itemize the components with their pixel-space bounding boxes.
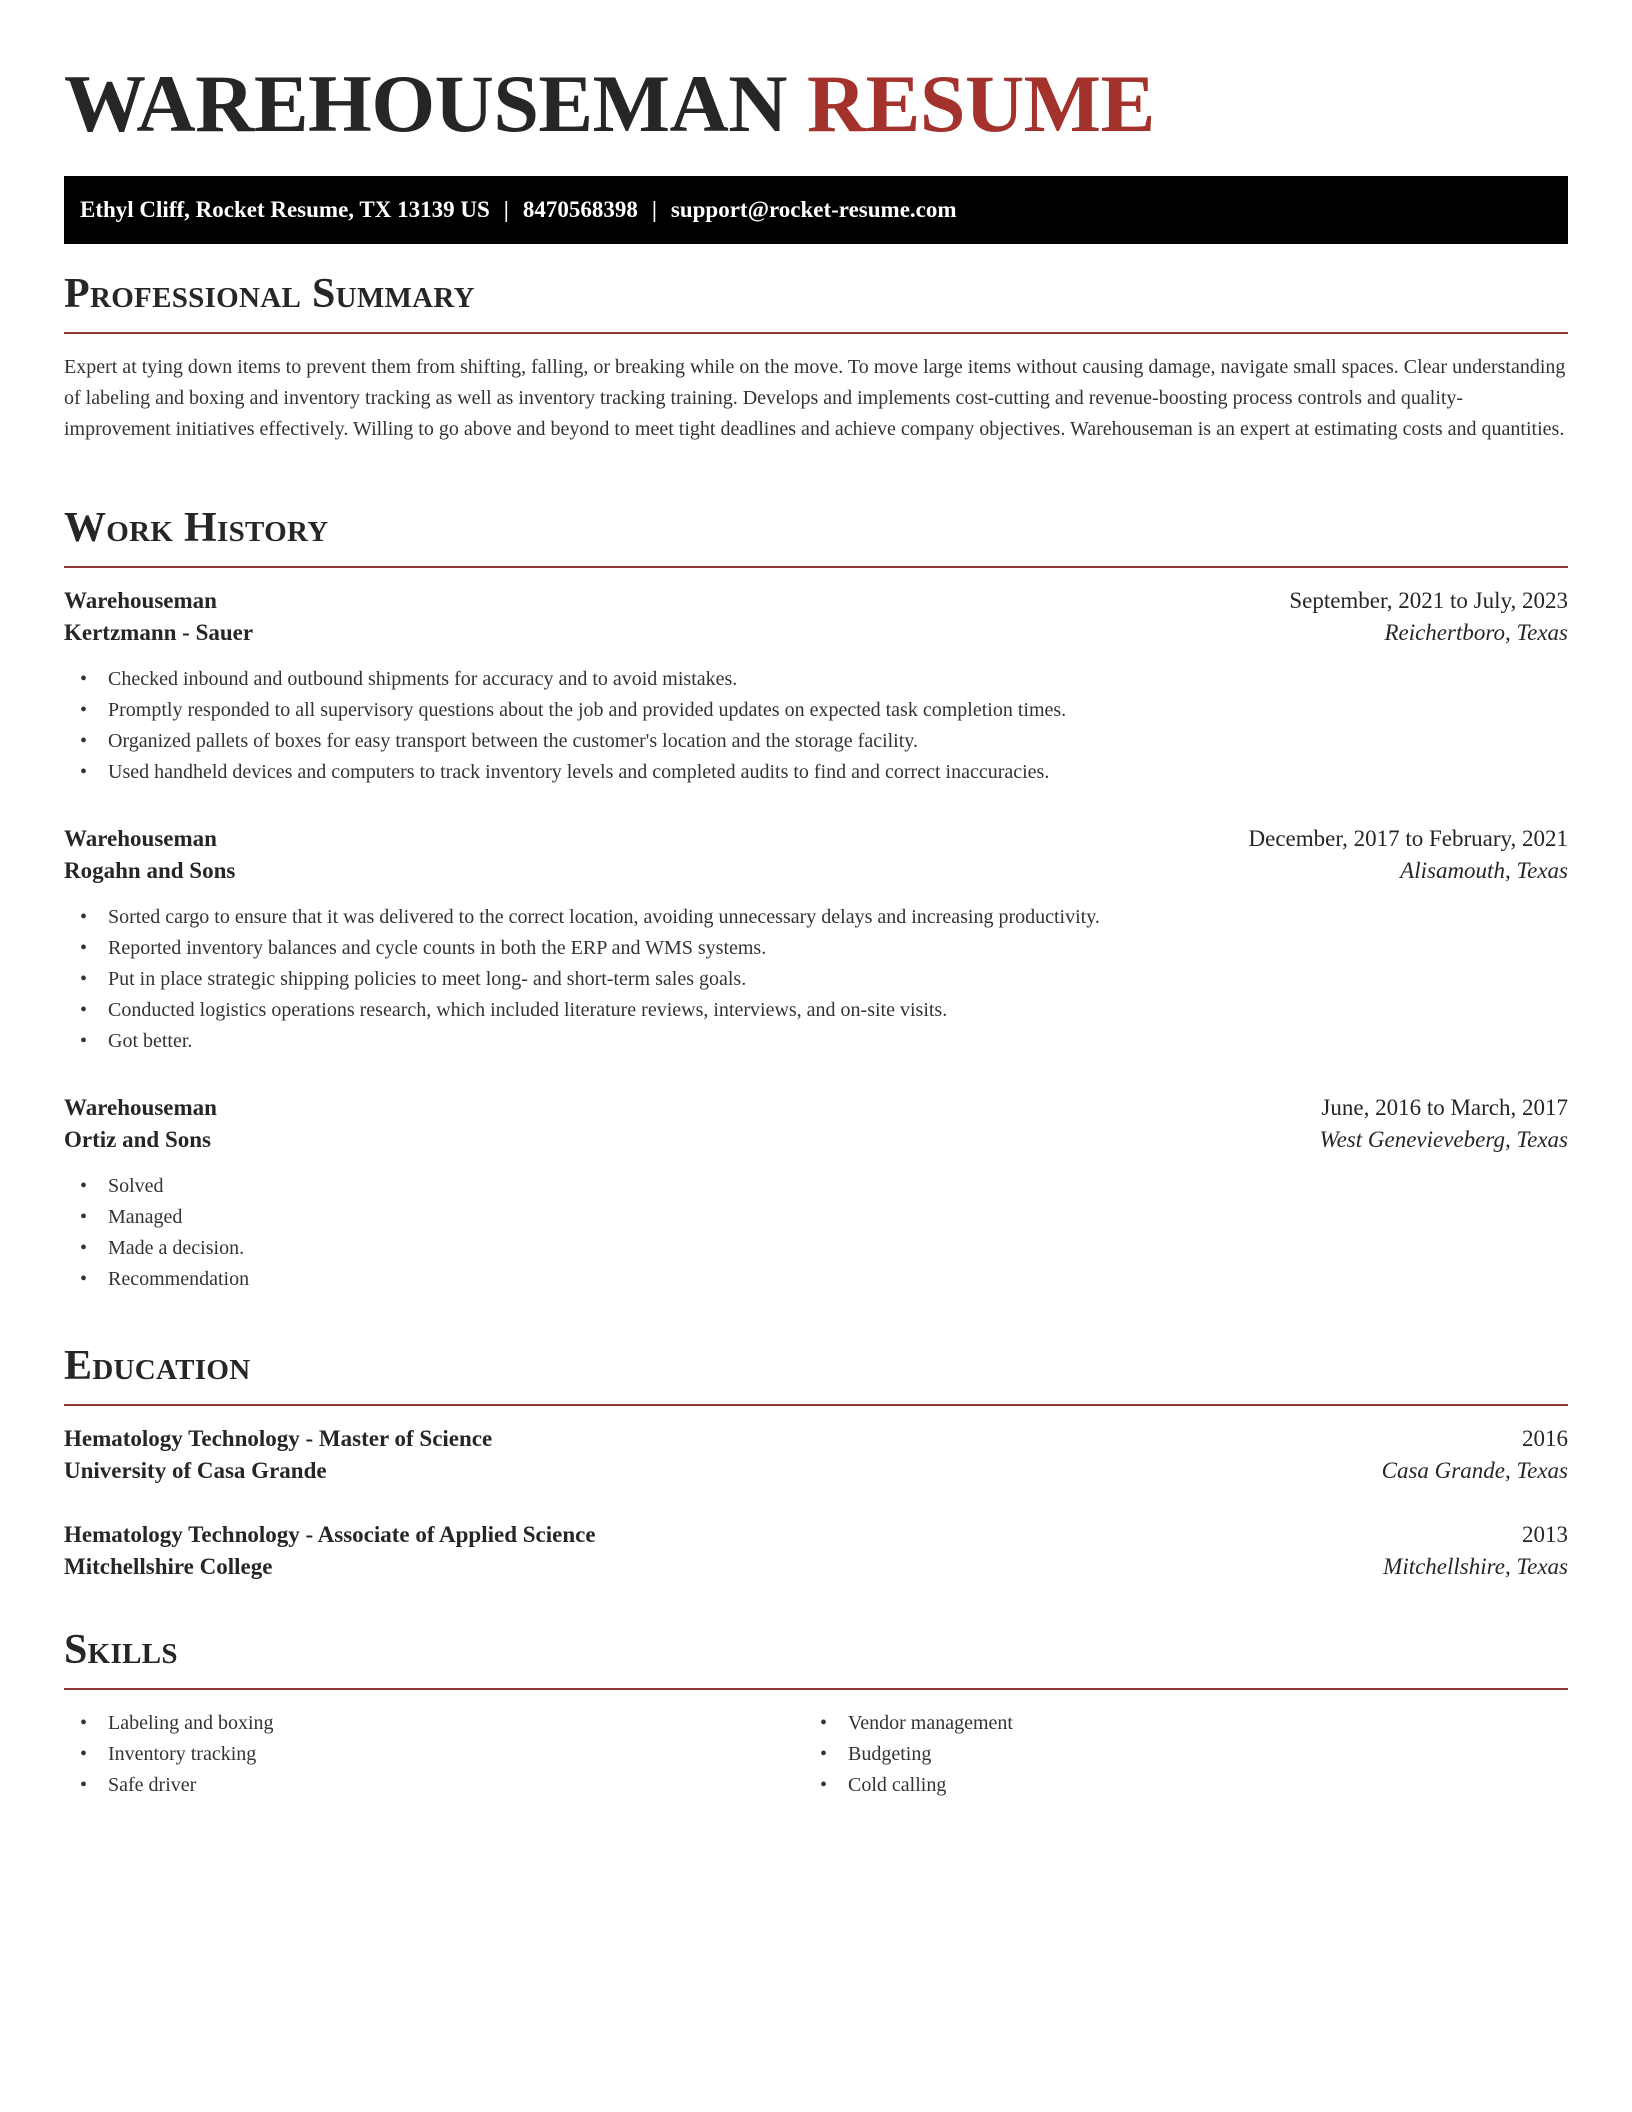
- job-location: Alisamouth, Texas: [1400, 858, 1568, 883]
- section-divider: [64, 332, 1568, 334]
- list-item: • Labeling and boxing: [64, 1708, 804, 1739]
- list-item: • Vendor management: [804, 1708, 1544, 1739]
- job-location: West Genevieveberg, Texas: [1319, 1127, 1568, 1152]
- skills-list-right: [804, 1708, 1544, 1801]
- job-header-row: [64, 588, 1568, 614]
- education-degree-row: [64, 1522, 1568, 1548]
- list-item: • Cold calling: [804, 1770, 1544, 1801]
- education-year: 2013: [1522, 1522, 1568, 1547]
- job-location: Reichertboro, Texas: [1384, 620, 1568, 645]
- list-item: • Conducted logistics operations research, which included literature reviews, interviews, and on-site visits.: [64, 995, 1568, 1026]
- skills-section: [64, 1624, 1568, 1801]
- title-resume-word: RESUME: [806, 58, 1155, 149]
- summary-text: Expert at tying down items to prevent them from shifting, falling, or breaking while on the move. To move large items without causing damage, navigate small spaces. Clear understanding of labeling and boxing and inventory tracking as well as inventory tracking training. Develops and implements cost-cutting and revenue-boosting process controls and quality-improvement initiatives effectively. Willing to go above and beyond to meet tight deadlines and achieve company objectives. Warehouseman is an expert at estimating costs and quantities.: [64, 356, 1566, 440]
- education-degree: Hematology Technology - Master of Science: [64, 1426, 493, 1451]
- list-item: • Made a decision.: [64, 1233, 1568, 1264]
- job-title: Warehouseman: [64, 826, 217, 851]
- job-company-row: [64, 1127, 1568, 1153]
- education-school: University of Casa Grande: [64, 1458, 327, 1483]
- job-company-row: [64, 620, 1568, 646]
- list-item: • Organized pallets of boxes for easy transport between the customer's location and the storage facility.: [64, 726, 1568, 757]
- list-item: • Used handheld devices and computers to track inventory levels and completed audits to find and correct inaccuracies.: [64, 757, 1568, 788]
- job-entry: [64, 826, 1568, 1057]
- title-role: WAREHOUSEMAN: [64, 58, 787, 149]
- list-item: • Checked inbound and outbound shipments for accuracy and to avoid mistakes.: [64, 664, 1568, 695]
- education-school-row: [64, 1458, 1568, 1484]
- contact-separator: |: [651, 197, 657, 222]
- job-header-row: [64, 826, 1568, 852]
- job-duties-list: [64, 1171, 1568, 1295]
- work-history-section: [64, 502, 1568, 1295]
- education-location: Mitchellshire, Texas: [1383, 1554, 1568, 1579]
- list-item: • Recommendation: [64, 1264, 1568, 1295]
- job-header-row: [64, 1095, 1568, 1121]
- job-company: Ortiz and Sons: [64, 1127, 211, 1152]
- education-section: [64, 1340, 1568, 1580]
- education-degree-row: [64, 1426, 1568, 1452]
- job-title: Warehouseman: [64, 588, 217, 613]
- section-divider: [64, 1404, 1568, 1406]
- education-degree: Hematology Technology - Associate of Applied Science: [64, 1522, 596, 1547]
- contact-phone: 8470568398: [522, 197, 638, 222]
- job-dates: December, 2017 to February, 2021: [1248, 826, 1568, 851]
- list-item: • Inventory tracking: [64, 1739, 804, 1770]
- section-divider: [64, 566, 1568, 568]
- job-duties-list: [64, 664, 1568, 788]
- list-item: • Put in place strategic shipping policies to meet long- and short-term sales goals.: [64, 964, 1568, 995]
- list-item: • Solved: [64, 1171, 1568, 1202]
- work-history-heading: Work History: [64, 505, 329, 551]
- resume-title: [64, 56, 1155, 152]
- skills-heading: Skills: [64, 1627, 178, 1673]
- job-entry: [64, 1095, 1568, 1295]
- contact-separator: |: [503, 197, 509, 222]
- education-entry: [64, 1426, 1568, 1484]
- list-item: • Safe driver: [64, 1770, 804, 1801]
- list-item: • Budgeting: [804, 1739, 1544, 1770]
- contact-address: Ethyl Cliff, Rocket Resume, TX 13139 US: [80, 197, 490, 222]
- summary-section: [64, 268, 1568, 445]
- contact-email: support@rocket-resume.com: [670, 197, 957, 222]
- job-entry: [64, 588, 1568, 788]
- education-school-row: [64, 1554, 1568, 1580]
- list-item: • Sorted cargo to ensure that it was delivered to the correct location, avoiding unnecessary delays and increasing productivity.: [64, 902, 1568, 933]
- job-company: Kertzmann - Sauer: [64, 620, 254, 645]
- job-company: Rogahn and Sons: [64, 858, 236, 883]
- education-school: Mitchellshire College: [64, 1554, 273, 1579]
- skills-columns: [64, 1708, 1568, 1801]
- section-divider: [64, 1688, 1568, 1690]
- job-dates: June, 2016 to March, 2017: [1321, 1095, 1568, 1120]
- job-company-row: [64, 858, 1568, 884]
- education-location: Casa Grande, Texas: [1381, 1458, 1568, 1483]
- summary-heading: Professional Summary: [64, 271, 475, 317]
- list-item: • Promptly responded to all supervisory questions about the job and provided updates on expected task completion times.: [64, 695, 1568, 726]
- skills-list-left: [64, 1708, 804, 1801]
- education-year: 2016: [1522, 1426, 1568, 1451]
- job-dates: September, 2021 to July, 2023: [1289, 588, 1568, 613]
- list-item: • Reported inventory balances and cycle counts in both the ERP and WMS systems.: [64, 933, 1568, 964]
- education-entry: [64, 1522, 1568, 1580]
- job-duties-list: [64, 902, 1568, 1057]
- list-item: • Got better.: [64, 1026, 1568, 1057]
- job-title: Warehouseman: [64, 1095, 217, 1120]
- education-heading: Education: [64, 1343, 251, 1389]
- contact-bar: [64, 176, 1568, 244]
- list-item: • Managed: [64, 1202, 1568, 1233]
